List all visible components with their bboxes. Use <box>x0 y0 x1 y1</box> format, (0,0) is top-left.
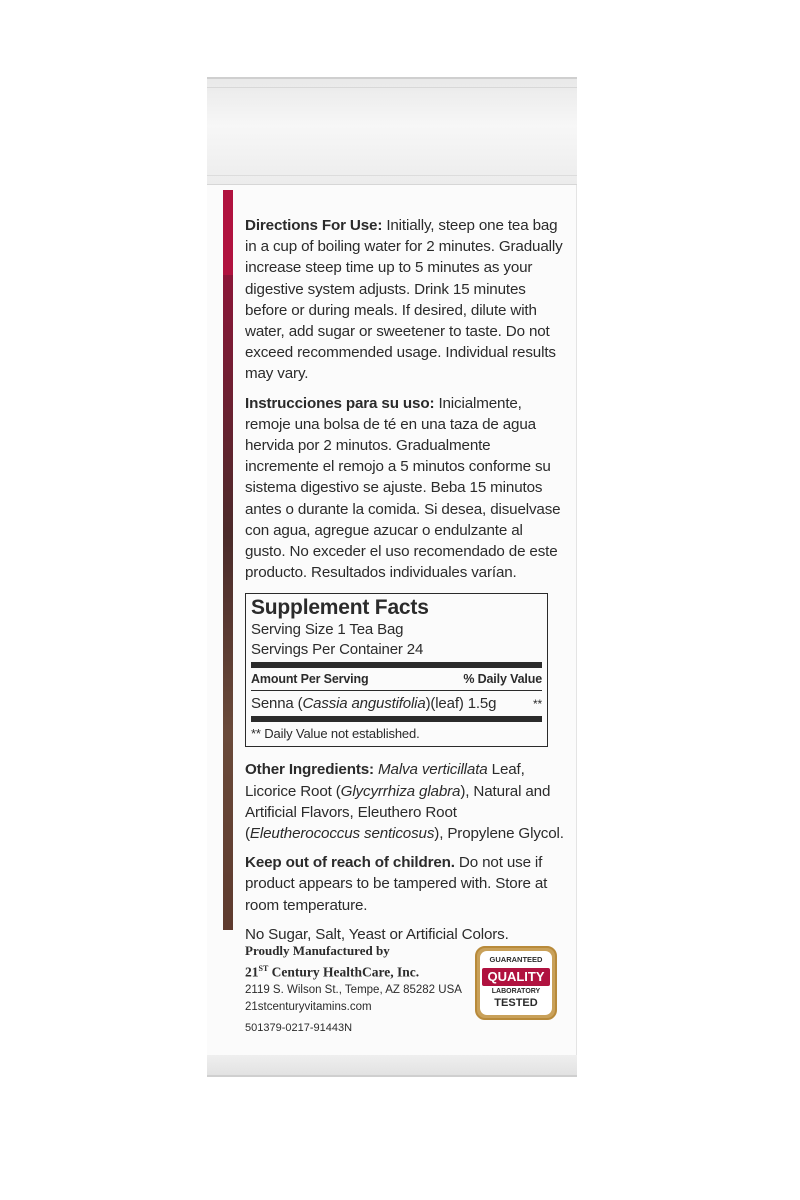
front-edge-dark-stripe <box>223 275 233 930</box>
instrucciones-text: Inicialmente, remoje una bolsa de té en una taza de agua hervida por 2 minutos. Gradualmente incremente el remojo a 5 minutos conforme su sistema digestivo se ajuste. Beba 15 minutos antes o durante la comida. Si desea, disuelvase con agua, agregue azucar o endulzante al gusto. No exceder el uso recomendado de este producto. Resultados individuales varían. <box>245 394 561 582</box>
facts-thin-rule <box>251 690 542 691</box>
manufacturer-address: 2119 S. Wilson St., Tempe, AZ 85282 USA <box>245 983 462 996</box>
manufacturer-brand <box>245 960 485 982</box>
ingredient-label <box>251 694 496 714</box>
manufacturer-block <box>245 942 485 1037</box>
other-ingredients-paragraph <box>245 759 565 844</box>
oi-part: Leaf, Licorice Root ( <box>245 761 525 800</box>
no-sugar-statement: No Sugar, Salt, Yeast or Artificial Colors. <box>245 925 509 943</box>
oi-part: Eleutherococcus senticosus <box>249 825 435 843</box>
quality-tested-badge <box>475 946 557 1020</box>
box-top-flap <box>207 77 577 185</box>
directions-text: Initially, steep one tea bag in a cup of boiling water for 2 minutes. Gradually increase steep time up to 5 minutes as your digestive system adjusts. Drink 15 minutes before or during meals. If desired, dilute with water, add sugar or sweetener to taste. Do not exceed recommended usage. Individual results may vary. <box>245 217 563 383</box>
ingredient-amount: )(leaf) 1.5g <box>425 695 497 713</box>
manufacturer-website: 21stcenturyvitamins.com <box>245 1000 372 1013</box>
ingredient-name: Senna ( <box>251 695 303 713</box>
product-code: 501379-0217-91443N <box>245 1021 353 1034</box>
badge-quality: QUALITY <box>482 968 550 986</box>
badge-guaranteed: GUARANTEED <box>489 955 543 964</box>
front-edge-red-stripe <box>223 190 233 275</box>
instrucciones-paragraph <box>245 393 565 584</box>
facts-footnote: ** Daily Value not established. <box>251 726 420 742</box>
label-text <box>245 215 565 953</box>
servings-per-container: Servings Per Container 24 <box>251 641 424 659</box>
ingredient-row <box>251 694 542 714</box>
oi-part: ), Natural and Artificial Flavors, Eleuthero Root ( <box>245 782 551 843</box>
facts-thick-rule-bottom <box>251 716 542 722</box>
brand-name: Century HealthCare, Inc. <box>268 964 420 980</box>
box-bottom-edge <box>207 1055 577 1077</box>
facts-header-row <box>251 671 542 687</box>
badge-tested: TESTED <box>494 997 538 1009</box>
badge-laboratory: LABORATORY <box>491 988 541 995</box>
supplement-facts-panel <box>245 593 548 747</box>
other-ingredients-heading: Other Ingredients: <box>245 761 374 779</box>
supplement-facts-title: Supplement Facts <box>251 596 429 620</box>
directions-heading: Directions For Use: <box>245 217 383 234</box>
oi-part: Malva verticillata <box>378 761 488 779</box>
amount-per-serving-header: Amount Per Serving <box>251 672 369 687</box>
ingredient-dv: ** <box>532 697 542 712</box>
daily-value-header: % Daily Value <box>463 672 542 687</box>
facts-thick-rule <box>251 662 542 668</box>
manufactured-by-line: Proudly Manufactured by <box>245 943 390 958</box>
brand-superscript: ST <box>258 964 269 973</box>
oi-part: Glycyrrhiza glabra <box>340 782 461 800</box>
warning-text: Do not use if product appears to be tampered with. Store at room temperature. <box>245 854 548 914</box>
directions-paragraph <box>245 215 565 385</box>
ingredient-latin: Cassia angustifolia <box>302 695 426 713</box>
warning-paragraph <box>245 852 565 916</box>
flap-crease-lower <box>207 175 577 176</box>
brand-number: 21 <box>245 964 259 980</box>
oi-part: ), Propylene Glycol. <box>434 825 564 843</box>
warning-heading: Keep out of reach of children. <box>245 854 455 872</box>
instrucciones-heading: Instrucciones para su uso: <box>245 394 435 412</box>
serving-size: Serving Size 1 Tea Bag <box>251 621 404 639</box>
flap-crease <box>207 87 577 88</box>
